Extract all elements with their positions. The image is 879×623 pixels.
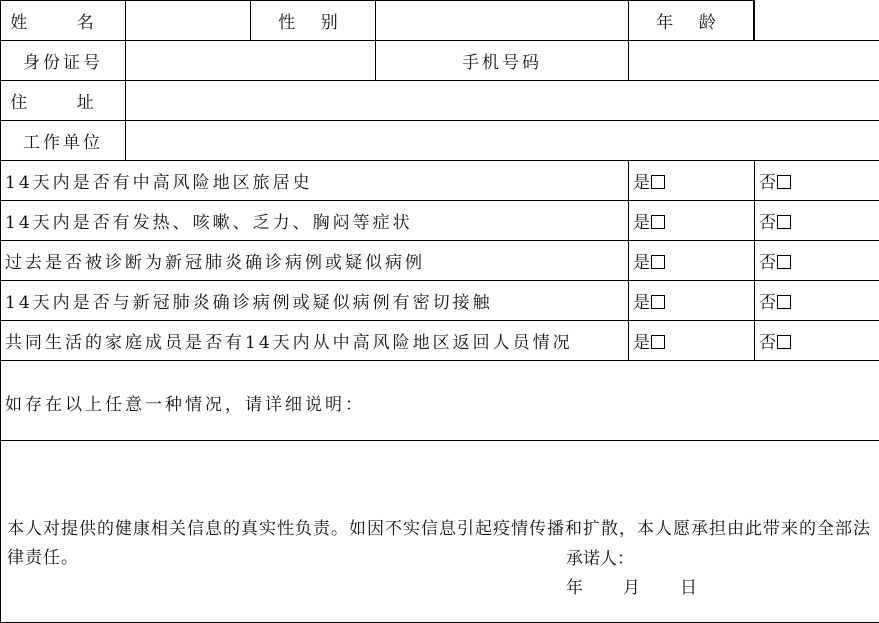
name-label-cell [1, 1, 126, 41]
age-label: 年 龄 [656, 12, 726, 33]
yes-checkbox[interactable] [651, 215, 665, 229]
no-option[interactable] [755, 321, 879, 361]
no-label: 否 [759, 333, 776, 353]
phone-label: 手机号码 [462, 53, 542, 73]
gender-label: 性 别 [278, 13, 348, 33]
yes-label: 是 [633, 293, 650, 313]
phone-label-cell [376, 41, 629, 81]
question-row [1, 161, 879, 201]
day-label: 日 [680, 578, 697, 598]
row-id-phone [1, 41, 879, 81]
yes-label: 是 [633, 173, 650, 193]
id-label: 身份证号 [23, 53, 103, 73]
yes-label: 是 [633, 253, 650, 273]
row-work [1, 121, 879, 161]
question-label: 过去是否被诊断为新冠肺炎确诊病例或疑似病例 [5, 253, 425, 273]
question-text [1, 241, 629, 281]
signer-label: 承诺人： [566, 549, 634, 569]
yes-label: 是 [633, 213, 650, 233]
question-label: 14天内是否与新冠肺炎确诊病例或疑似病例有密切接触 [5, 293, 493, 313]
phone-field[interactable] [629, 41, 879, 81]
no-label: 否 [759, 253, 776, 273]
name-label: 姓 名 [10, 13, 116, 33]
name-field[interactable] [126, 1, 251, 41]
yes-checkbox[interactable] [651, 295, 665, 309]
yes-option[interactable] [629, 321, 755, 361]
no-option[interactable] [755, 241, 879, 281]
question-text [1, 321, 629, 361]
yes-checkbox[interactable] [651, 335, 665, 349]
question-label: 14天内是否有发热、咳嗽、乏力、胸闷等症状 [5, 213, 413, 233]
yes-option[interactable] [629, 281, 755, 321]
explain-field[interactable] [1, 361, 879, 441]
age-field[interactable] [754, 0, 879, 40]
question-row [1, 241, 879, 281]
address-field[interactable] [126, 81, 879, 121]
question-text [1, 281, 629, 321]
pledge-text: 本人对提供的健康相关信息的真实性负责。如因不实信息引起疫情传播和扩散，本人愿承担由此带来的全部法律责任。 [7, 518, 871, 568]
row-address [1, 81, 879, 121]
explain-label: 如存在以上任意一种情况，请详细说明： [5, 395, 365, 415]
age-label-cell [628, 0, 754, 40]
yes-checkbox[interactable] [651, 175, 665, 189]
question-text [1, 161, 629, 201]
no-option[interactable] [755, 281, 879, 321]
no-checkbox[interactable] [777, 255, 791, 269]
yes-checkbox[interactable] [651, 255, 665, 269]
signature-block [566, 545, 697, 603]
row-explain [1, 361, 879, 441]
work-label-cell [1, 121, 126, 161]
address-label: 住 址 [10, 93, 116, 113]
id-field[interactable] [126, 41, 376, 81]
question-label: 14天内是否有中高风险地区旅居史 [5, 173, 313, 193]
no-option[interactable] [755, 201, 879, 241]
yes-option[interactable] [629, 161, 755, 201]
question-text [1, 201, 629, 241]
no-checkbox[interactable] [777, 295, 791, 309]
question-row [1, 281, 879, 321]
no-label: 否 [759, 213, 776, 233]
yes-label: 是 [633, 333, 650, 353]
no-label: 否 [759, 173, 776, 193]
no-option[interactable] [755, 161, 879, 201]
id-label-cell [1, 41, 126, 81]
question-label: 共同生活的家庭成员是否有14天内从中高风险地区返回人员情况 [5, 333, 573, 353]
yes-option[interactable] [629, 241, 755, 281]
no-checkbox[interactable] [777, 215, 791, 229]
row-pledge [1, 441, 879, 623]
month-label: 月 [623, 578, 640, 598]
work-label: 工作单位 [23, 133, 103, 153]
pledge-cell [1, 441, 879, 623]
question-row [1, 201, 879, 241]
gender-label-cell [251, 1, 376, 41]
question-row [1, 321, 879, 361]
yes-option[interactable] [629, 201, 755, 241]
year-label: 年 [566, 578, 583, 598]
date-line [566, 574, 697, 603]
address-label-cell [1, 81, 126, 121]
work-field[interactable] [126, 121, 879, 161]
no-label: 否 [759, 293, 776, 313]
no-checkbox[interactable] [777, 175, 791, 189]
no-checkbox[interactable] [777, 335, 791, 349]
